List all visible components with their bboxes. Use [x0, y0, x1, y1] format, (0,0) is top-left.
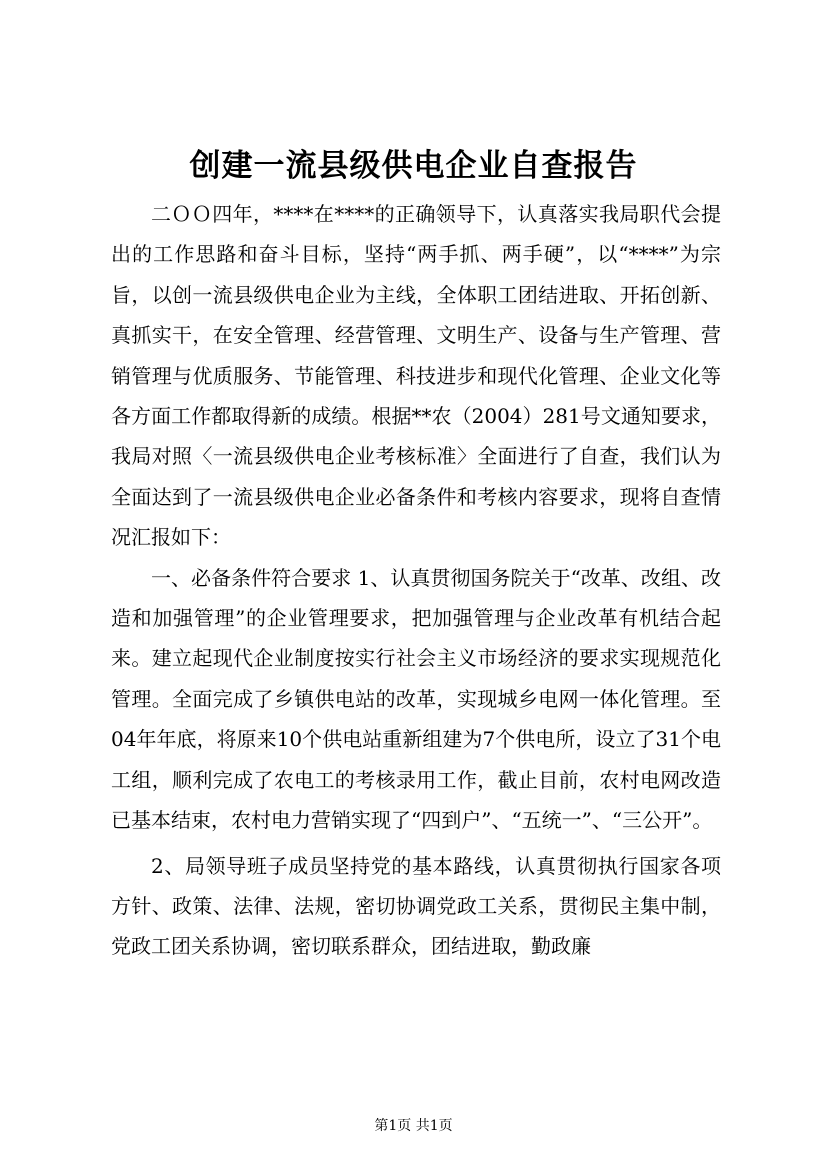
document-body	[111, 194, 721, 967]
paragraph-intro: 二ＯＯ四年，****在****的正确领导下，认真落实我局职代会提出的工作思路和奋斗目标，坚持“两手抓、两手硬”，以“****”为宗旨，以创一流县级供电企业为主线，全体职工团结进取、开拓创新、真抓实干，在安全管理、经营管理、文明生产、设备与生产管理、营销管理与优质服务、节能管理、科技进步和现代化管理、企业文化等各方面工作都取得新的成绩。根据**农（2004）281号文通知要求，我局对照〈一流县级供电企业考核标准〉全面进行了自查，我们认为全面达到了一流县级供电企业必备条件和考核内容要求，现将自查情况汇报如下：	[111, 202, 721, 550]
document-title: 创建一流县级供电企业自查报告	[189, 148, 638, 184]
paragraph-requirements: 一、必备条件符合要求 1、认真贯彻国务院关于“改革、改组、改造和加强管理”的企业管理要求，把加强管理与企业改革有机结合起来。建立起现代企业制度按实行社会主义市场经济的要求实现规范化管理。全面完成了乡镇供电站的改革，实现城乡电网一体化管理。至04年年底，将原来10个供电站重新组建为7个供电所，设立了31个电工组，顺利完成了农电工的考核录用工作，截止目前，农村电网改造已基本结束，农村电力营销实现了“四到户”、“五统一”、“三公开”。	[111, 565, 721, 833]
paragraph-leadership: 2、局领导班子成员坚持党的基本路线，认真贯彻执行国家各项方针、政策、法律、法规，密切协调党政工关系，贯彻民主集中制，党政工团关系协调，密切联系群众，团结进取，勤政廉	[111, 853, 721, 959]
page-number-footer: 第1页 共1页	[374, 1118, 453, 1134]
